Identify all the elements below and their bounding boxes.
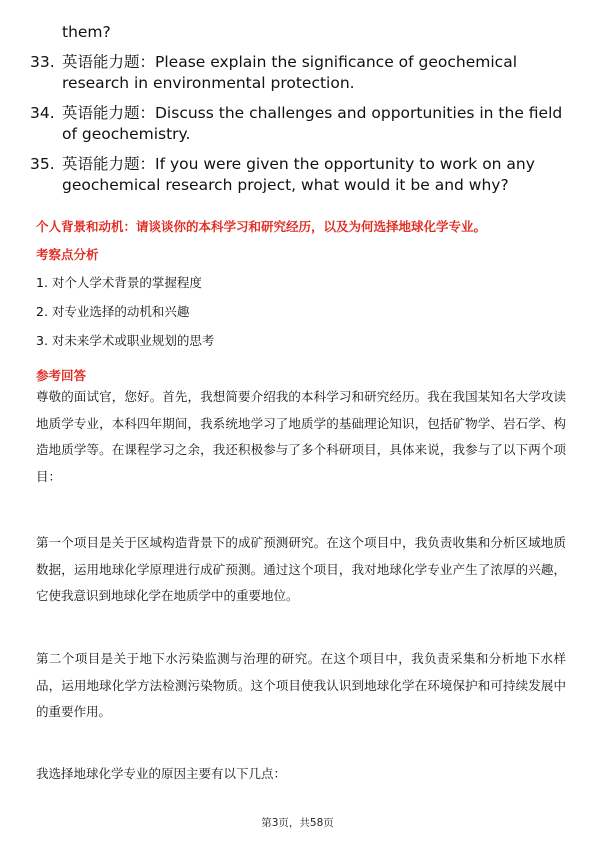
answer-paragraph: 我选择地球化学专业的原因主要有以下几点： [36, 766, 287, 781]
analysis-point: 3. 对未来学术或职业规划的思考 [36, 333, 215, 348]
analysis-heading: 考察点分析 [36, 247, 99, 262]
answer-paragraph: 第二个项目是关于地下水污染监测与治理的研究。在这个项目中，我负责采集和分析地下水样品，运用地球化学方法检测污染物质。这个项目使我认识到地球化学在环境保护和可持续发展中的重要作用。 [36, 651, 566, 719]
question-number: 34. [30, 104, 55, 122]
question-item [30, 52, 570, 94]
question-text: 英语能力题：If you were given the opportunity to work on any geochemical research project, what would it be and why? [62, 155, 535, 194]
analysis-point: 1. 对个人学术背景的掌握程度 [36, 275, 202, 290]
question-text: 英语能力题：Discuss the challenges and opportunities in the field of geochemistry. [62, 104, 563, 143]
analysis-point: 2. 对专业选择的动机和兴趣 [36, 304, 190, 319]
question-text: 英语能力题：Please explain the significance of geochemical research in environmental protection. [62, 53, 518, 92]
question-number: 35. [30, 155, 55, 173]
question-list [30, 22, 570, 205]
page-number: 第3页，共58页 [261, 817, 334, 829]
answer-paragraph: 第一个项目是关于区域构造背景下的成矿预测研究。在这个项目中，我负责收集和分析区域地质数据，运用地球化学原理进行成矿预测。通过这个项目，我对地球化学专业产生了浓厚的兴趣，它使我意识到地球化学在地质学中的重要地位。 [36, 535, 566, 603]
question-item [30, 154, 570, 196]
question-number: 33. [30, 53, 55, 71]
question-item [30, 103, 570, 145]
section-title: 个人背景和动机：请谈谈你的本科学习和研究经历，以及为何选择地球化学专业。 [36, 219, 487, 234]
answer-heading: 参考回答 [36, 368, 87, 383]
answer-paragraph: 尊敬的面试官，您好。首先，我想简要介绍我的本科学习和研究经历。我在我国某知名大学攻读地质学专业，本科四年期间，我系统地学习了地质学的基础理论知识，包括矿物学、岩石学、构造地质学等。在课程学习之余，我还积极参与了多个科研项目，具体来说，我参与了以下两个项目： [36, 389, 566, 484]
question-continuation: them? [62, 23, 111, 41]
